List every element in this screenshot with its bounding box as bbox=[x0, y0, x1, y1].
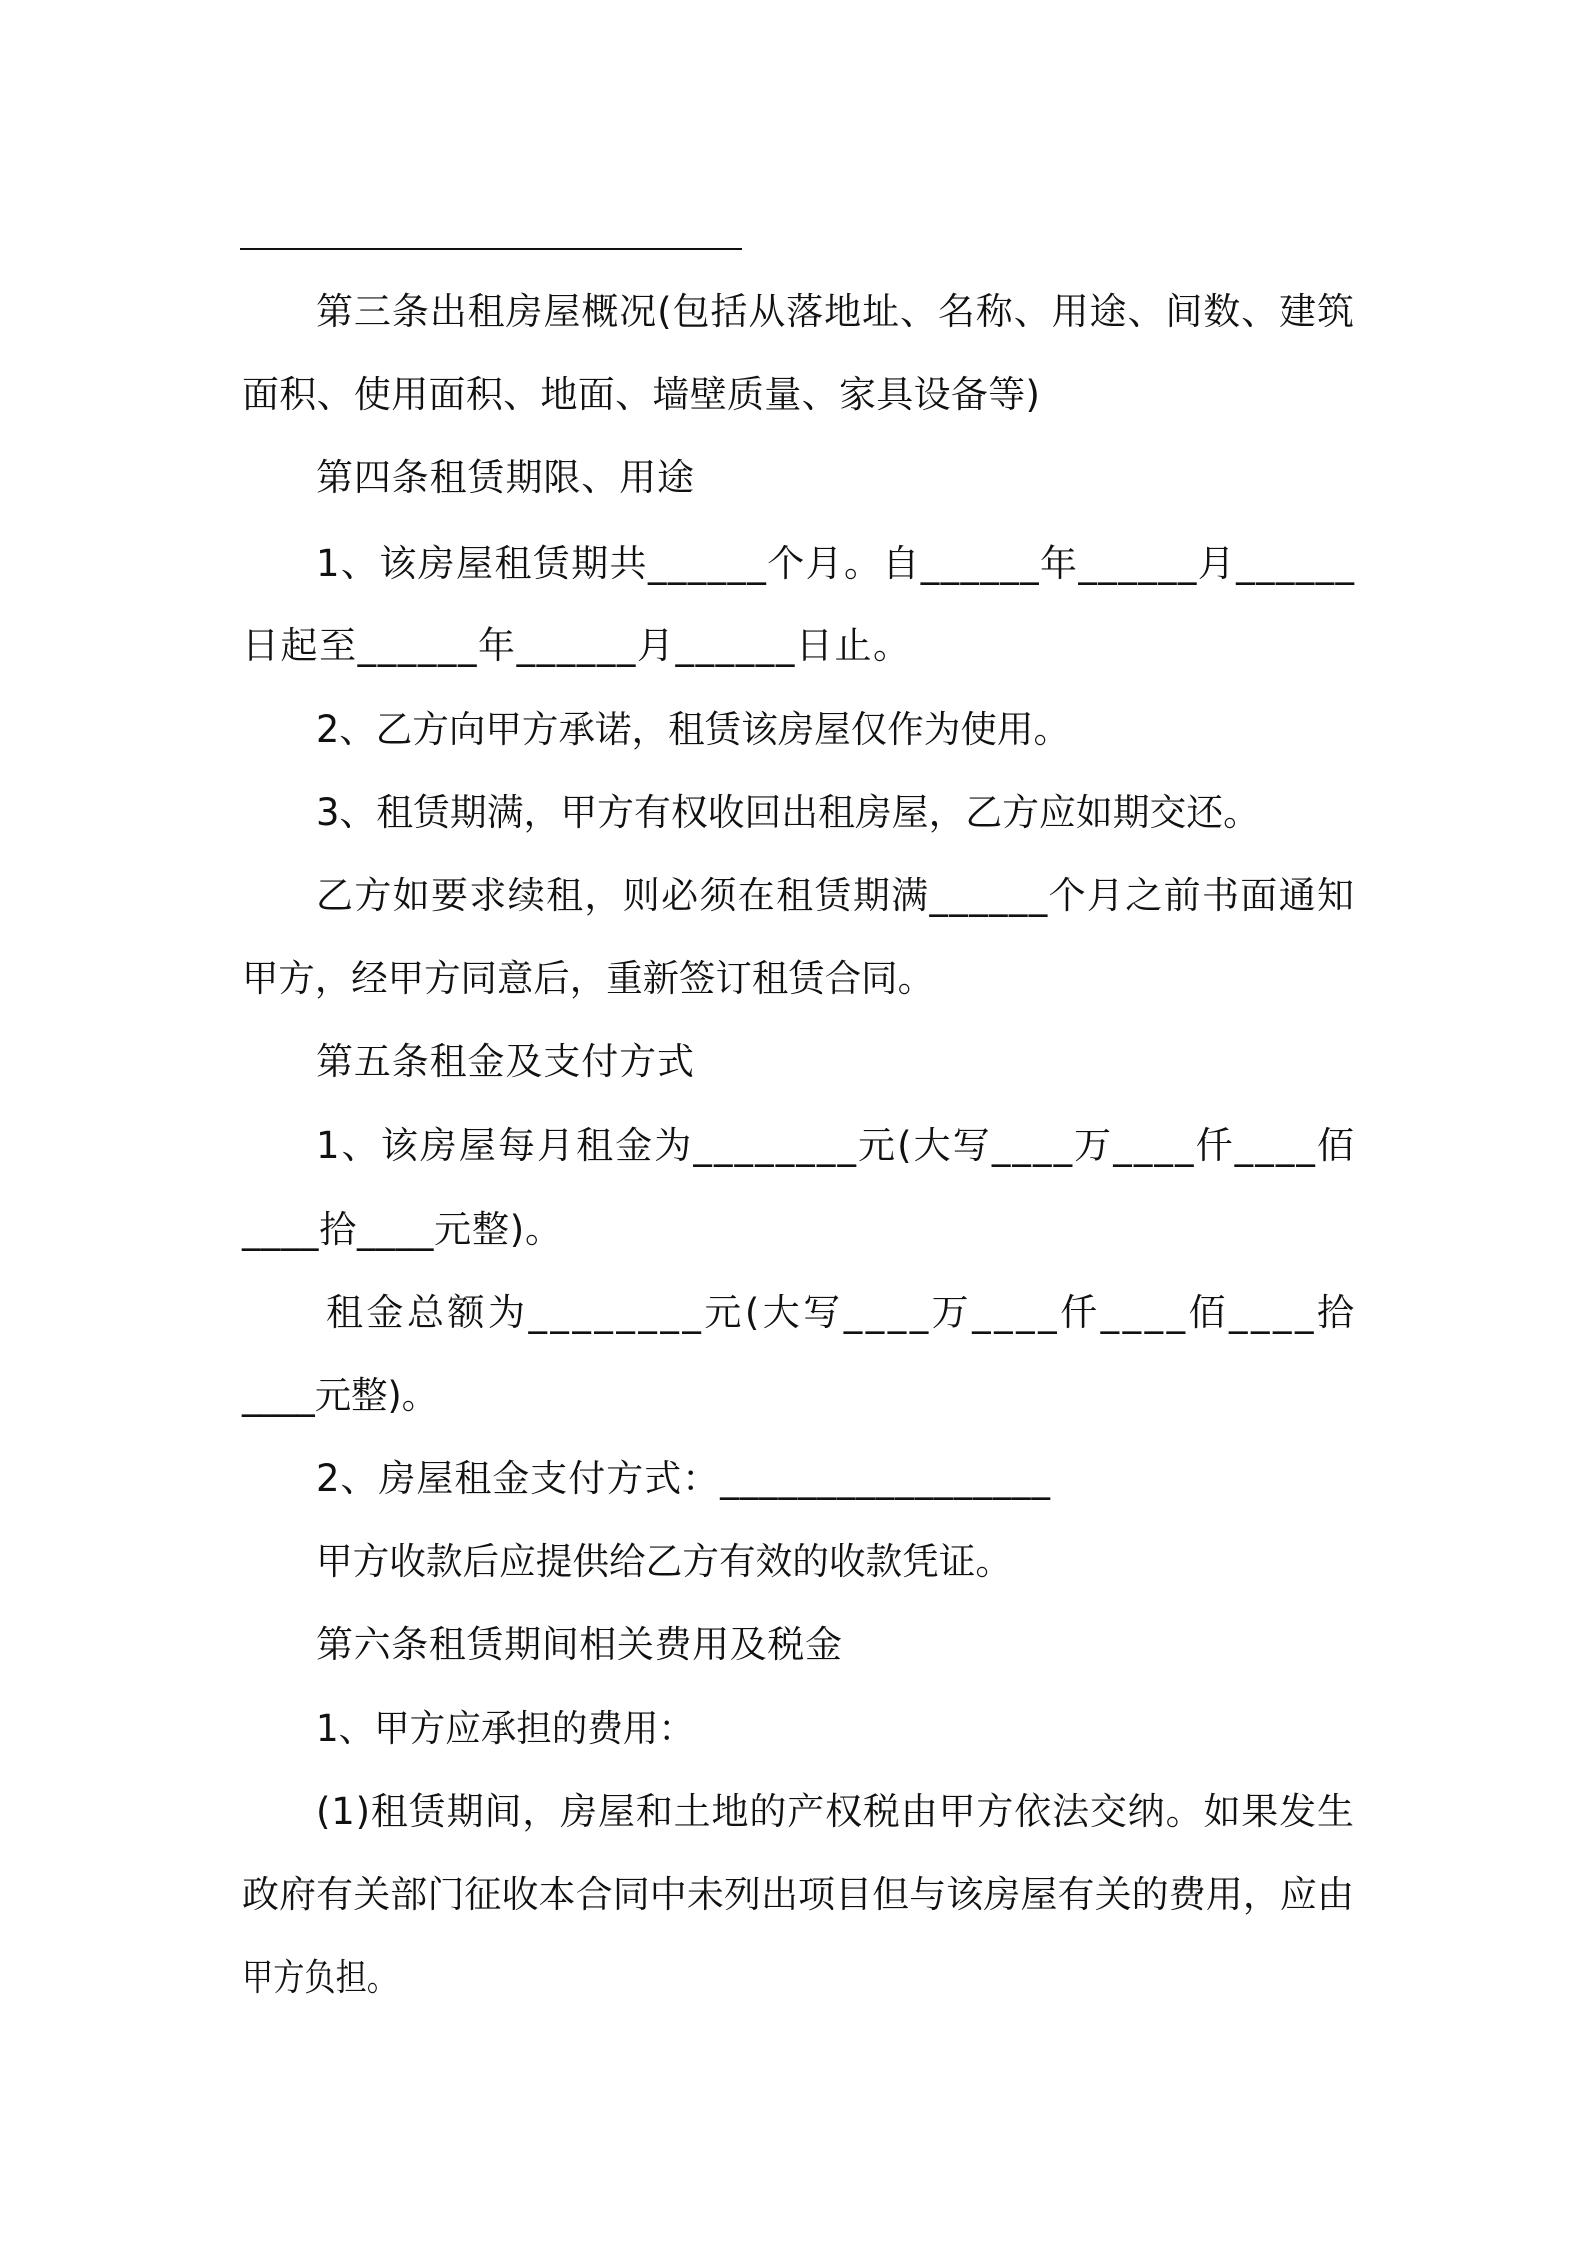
article-5-clause-1-line-1: 1、该房屋每月租金为________元(大写____万____仟____佰 bbox=[316, 1124, 1357, 1167]
renewal-line-2: 甲方，经甲方同意后，重新签订租赁合同。 bbox=[242, 957, 934, 1000]
article-4-clause-3: 3、租赁期满，甲方有权收回出租房屋，乙方应如期交还。 bbox=[316, 791, 1260, 834]
top-fill-rule bbox=[240, 248, 742, 250]
article-3-line-2: 面积、使用面积、地面、墙壁质量、家具设备等) bbox=[242, 373, 1041, 416]
article-4-clause-1-line-1: 1、该房屋租赁期共______个月。自______年______月______ bbox=[316, 542, 1356, 585]
article-6-heading: 第六条租赁期间相关费用及税金 bbox=[316, 1623, 843, 1666]
payment-method-line: 2、房屋租金支付方式：_________________ bbox=[316, 1457, 1051, 1500]
total-rent-line-1: 租金总额为________元(大写____万____仟____佰____拾 bbox=[326, 1291, 1358, 1334]
article-4-heading: 第四条租赁期限、用途 bbox=[316, 456, 695, 499]
article-4-clause-2: 2、乙方向甲方承诺，租赁该房屋仅作为使用。 bbox=[316, 708, 1070, 751]
renewal-line-1: 乙方如要求续租，则必须在租赁期满______个月之前书面通知 bbox=[316, 874, 1356, 917]
article-6-clause-1: 1、甲方应承担的费用： bbox=[316, 1707, 694, 1750]
article-6-item-1-line-2: 政府有关部门征收本合同中未列出项目但与该房屋有关的费用，应由 bbox=[242, 1873, 1355, 1916]
article-6-item-1-line-1: (1)租赁期间，房屋和土地的产权税由甲方依法交纳。如果发生 bbox=[316, 1790, 1355, 1833]
receipt-line: 甲方收款后应提供给乙方有效的收款凭证。 bbox=[316, 1540, 1012, 1583]
article-5-heading: 第五条租金及支付方式 bbox=[316, 1040, 695, 1083]
total-rent-line-2: ____元整)。 bbox=[242, 1374, 438, 1417]
article-3-line-1: 第三条出租房屋概况(包括从落地址、名称、用途、间数、建筑 bbox=[316, 290, 1355, 333]
article-6-item-1-line-3: 甲方负担。 bbox=[242, 1956, 398, 1999]
article-4-clause-1-line-2: 日起至______年______月______日止。 bbox=[242, 624, 912, 667]
article-5-clause-1-line-2: ____拾____元整)。 bbox=[242, 1208, 563, 1251]
